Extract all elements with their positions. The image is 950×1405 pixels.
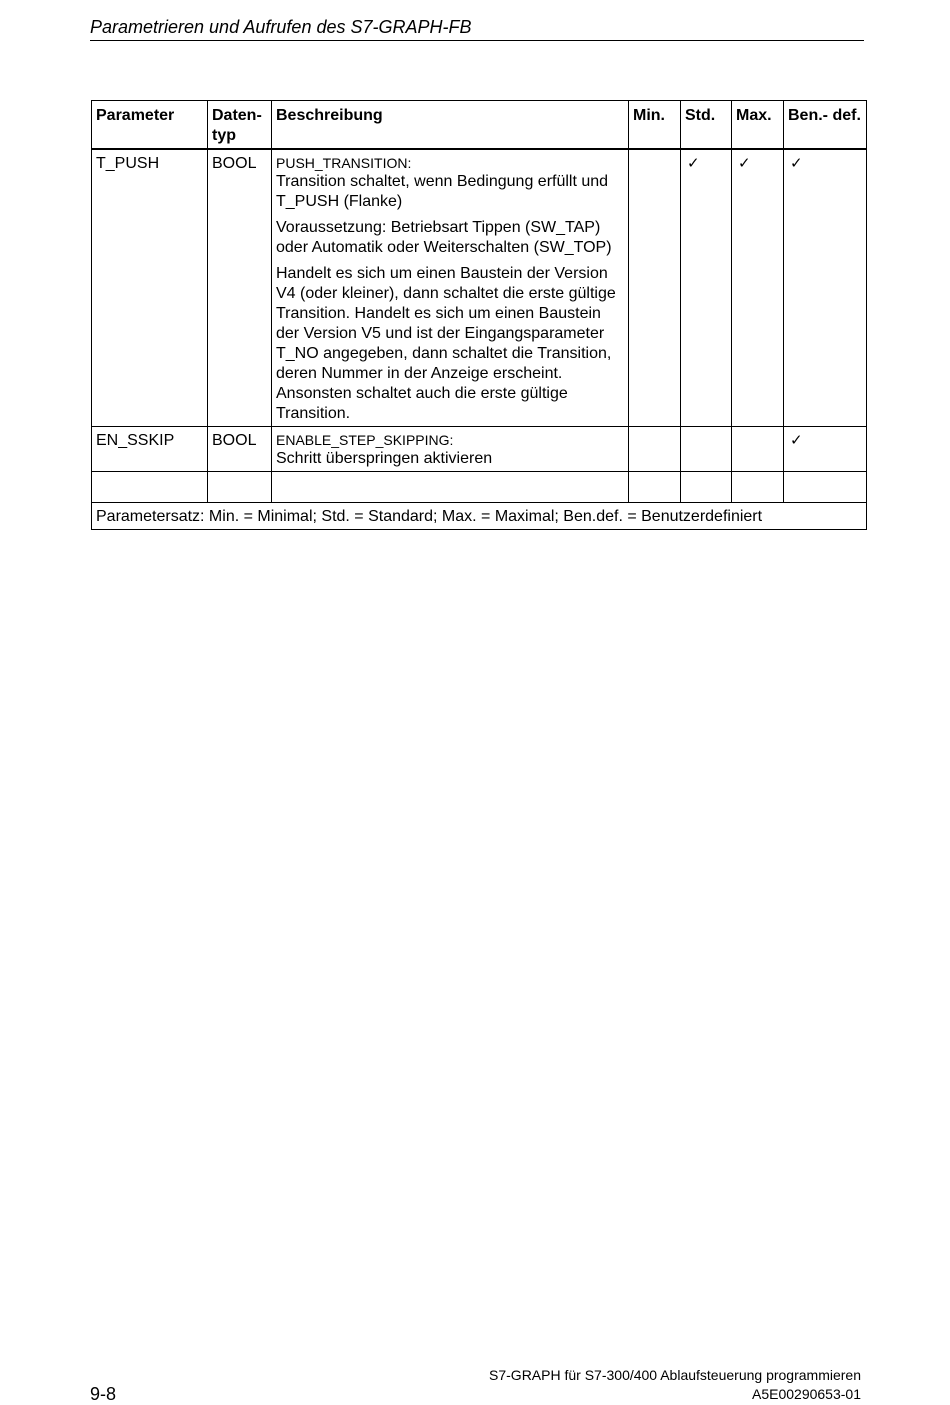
column-header-datatype-line1: Daten- (212, 107, 262, 124)
cell-user-defined (784, 427, 867, 472)
cell-user-defined (784, 149, 867, 427)
column-header-description: Beschreibung (272, 101, 629, 150)
parameter-long-name: ENABLE_STEP_SKIPPING: (276, 432, 454, 448)
column-header-parameter: Parameter (92, 101, 208, 150)
parameter-table (91, 100, 867, 530)
page-number: 9-8 (90, 1384, 117, 1404)
cell-max (732, 149, 784, 427)
parameter-long-name: PUSH_TRANSITION: (276, 155, 412, 171)
column-header-datatype-line2: typ (212, 127, 236, 144)
cell-parameter: T_PUSH (92, 149, 208, 427)
description-paragraph: Transition schaltet, wenn Bedingung erfüllt und T_PUSH (Flanke) (276, 173, 609, 210)
description-paragraph: Schritt überspringen aktivieren (276, 450, 493, 467)
cell-empty (732, 472, 784, 503)
table-row (92, 427, 867, 472)
page-title: Parametrieren und Aufrufen des S7-GRAPH-FB (90, 17, 472, 37)
table-row-empty (92, 472, 867, 503)
cell-std (681, 427, 732, 472)
checkmark-icon: ✓ (790, 432, 803, 449)
description-paragraph: Voraussetzung: Betriebsart Tippen (SW_TAP) oder Automatik oder Weiterschalten (SW_TOP) (276, 219, 612, 256)
checkmark-icon: ✓ (738, 155, 751, 172)
cell-datatype: BOOL (208, 427, 272, 472)
cell-empty (784, 472, 867, 503)
checkmark-icon: ✓ (790, 155, 803, 172)
cell-datatype: BOOL (208, 149, 272, 427)
cell-empty (208, 472, 272, 503)
cell-max (732, 427, 784, 472)
cell-empty (272, 472, 629, 503)
page-footer-info (489, 1366, 861, 1404)
table-header-row (92, 101, 867, 150)
description-paragraph: Handelt es sich um einen Baustein der Version V4 (oder kleiner), dann schaltet die erste gültige Transition. Handelt es sich um einen Baustein der Version V5 und ist der Eingangsparameter T_NO angegeben, dann schaltet die Transition, deren Nummer in der Anzeige erscheint. Ansonsten schaltet auch die erste gültige Transition. (276, 265, 616, 422)
column-header-std: Std. (681, 101, 732, 150)
cell-min (629, 427, 681, 472)
cell-min (629, 149, 681, 427)
cell-empty (92, 472, 208, 503)
column-header-datatype (208, 101, 272, 150)
cell-description (272, 427, 629, 472)
book-title: S7-GRAPH für S7-300/400 Ablaufsteuerung programmieren (489, 1367, 861, 1383)
checkmark-icon: ✓ (687, 155, 700, 172)
table-legend: Parametersatz: Min. = Minimal; Std. = Standard; Max. = Maximal; Ben.def. = Benutzerdefiniert (92, 503, 867, 530)
column-header-user-defined: Ben.- def. (784, 101, 867, 150)
table-row (92, 149, 867, 427)
cell-std (681, 149, 732, 427)
cell-empty (681, 472, 732, 503)
table-legend-row (92, 503, 867, 530)
column-header-min: Min. (629, 101, 681, 150)
document-number: A5E00290653-01 (752, 1386, 861, 1402)
column-header-max: Max. (732, 101, 784, 150)
cell-description (272, 149, 629, 427)
cell-parameter: EN_SSKIP (92, 427, 208, 472)
page-header (90, 16, 864, 41)
cell-empty (629, 472, 681, 503)
